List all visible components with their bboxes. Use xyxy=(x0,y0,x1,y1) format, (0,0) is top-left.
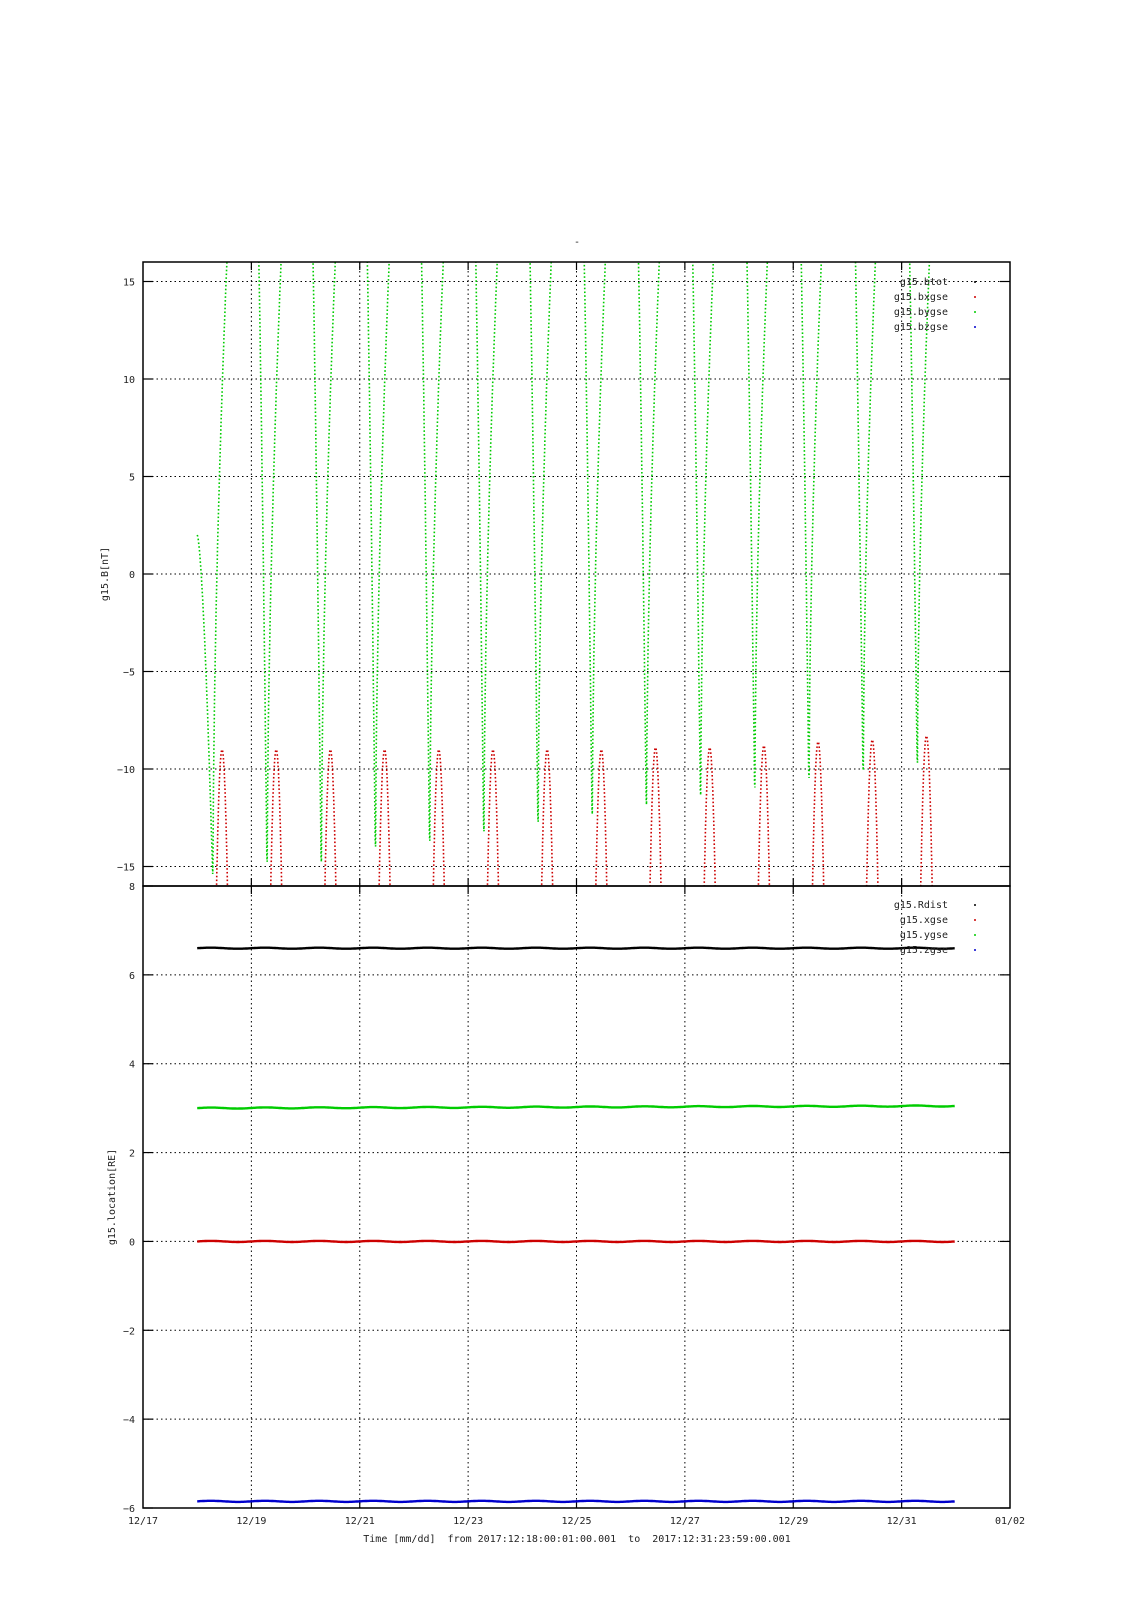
top-legend-label: g15.bzgse xyxy=(893,322,948,333)
series-bxgse-peak xyxy=(433,750,445,908)
bottom-ytick-label: −2 xyxy=(122,1326,135,1338)
series-bxgse-peak xyxy=(541,750,553,908)
top-legend-label: g15.bxgse xyxy=(893,292,948,303)
bottom-ytick-label: 0 xyxy=(128,1237,135,1249)
series-bxgse-peak xyxy=(866,740,878,898)
top-series-bxgse xyxy=(216,736,932,908)
bottom-legend xyxy=(894,900,976,956)
bottom-legend-label: g15.xgse xyxy=(899,915,948,926)
bottom-legend-marker xyxy=(974,904,976,906)
bottom-ytick-label: −6 xyxy=(122,1504,135,1515)
plot-title: - xyxy=(573,237,581,248)
bottom-legend-marker xyxy=(974,934,976,936)
bottom-ytick-label: 2 xyxy=(128,1148,135,1160)
top-ytick-label: −15 xyxy=(116,862,135,874)
top-ytick-label: 0 xyxy=(128,570,135,581)
bottom-yticks xyxy=(123,882,1010,1515)
bottom-ytick-label: 8 xyxy=(128,882,135,893)
bottom-legend-label: g15.zgse xyxy=(899,945,948,956)
top-legend-label: g15.btot xyxy=(899,277,948,288)
top-ytick-label: −5 xyxy=(122,667,135,679)
bottom-ytick-label: 4 xyxy=(128,1059,135,1071)
series-bxgse-peak xyxy=(325,750,337,908)
top-legend-label: g15.bygse xyxy=(893,307,948,318)
top-legend-marker xyxy=(974,281,976,283)
series-ygse-line xyxy=(197,1106,955,1109)
series-bxgse-peak xyxy=(921,736,933,894)
series-bxgse-peak xyxy=(812,742,824,900)
top-ytick-label: 5 xyxy=(128,472,135,484)
bottom-panel xyxy=(107,882,1025,1545)
top-legend-marker xyxy=(974,311,976,313)
series-bxgse-peak xyxy=(487,750,499,908)
top-series-bygse xyxy=(197,0,955,874)
series-zgse-line xyxy=(197,1501,955,1502)
top-ytick-label: 10 xyxy=(122,375,135,386)
top-legend-marker xyxy=(974,326,976,328)
bottom-legend-label: g15.ygse xyxy=(899,930,948,941)
bottom-legend-label: g15.Rdist xyxy=(893,900,948,911)
top-y-axis-label: g15.B[nT] xyxy=(100,546,111,602)
series-xgse-line xyxy=(197,1241,955,1242)
bottom-xtick-label: 12/23 xyxy=(453,1516,484,1527)
series-bxgse-peak xyxy=(650,748,662,906)
series-bxgse-peak xyxy=(216,750,228,908)
bottom-xtick-label: 12/25 xyxy=(561,1516,592,1527)
bottom-xtick-label: 12/19 xyxy=(236,1516,267,1527)
bottom-y-axis-label: g15.location[RE] xyxy=(107,1148,118,1246)
bottom-legend-marker xyxy=(974,919,976,921)
series-bygse-line xyxy=(197,0,955,874)
series-bxgse-peak xyxy=(270,750,282,908)
bottom-xtick-label: 12/29 xyxy=(778,1516,809,1527)
bottom-ytick-label: −4 xyxy=(122,1415,135,1427)
bottom-legend-marker xyxy=(974,949,976,951)
bottom-ytick-label: 6 xyxy=(128,970,135,982)
series-bxgse-peak xyxy=(704,748,716,906)
top-ytick-label: −10 xyxy=(116,765,135,776)
top-legend xyxy=(894,277,976,333)
bottom-grid xyxy=(143,886,1010,1508)
series-bxgse-peak xyxy=(379,750,391,908)
top-ytick-label: 15 xyxy=(122,277,135,289)
bottom-x-axis-label: Time [mm/dd] from 2017:12:18:00:01:00.001 to 2017:12:31:23:59:00.001 xyxy=(363,1534,791,1545)
bottom-xtick-label: 12/31 xyxy=(886,1516,917,1527)
series-bxgse-peak xyxy=(596,750,608,908)
series-rdist-line xyxy=(197,948,955,949)
bottom-xtick-label: 12/27 xyxy=(669,1516,700,1527)
bottom-xtick-label: 12/21 xyxy=(344,1516,375,1527)
bottom-xtick-label: 01/02 xyxy=(994,1516,1026,1527)
top-panel xyxy=(100,0,1010,908)
top-legend-marker xyxy=(974,296,976,298)
bottom-xtick-label: 12/17 xyxy=(127,1516,159,1527)
bottom-xticks xyxy=(128,1516,1025,1527)
